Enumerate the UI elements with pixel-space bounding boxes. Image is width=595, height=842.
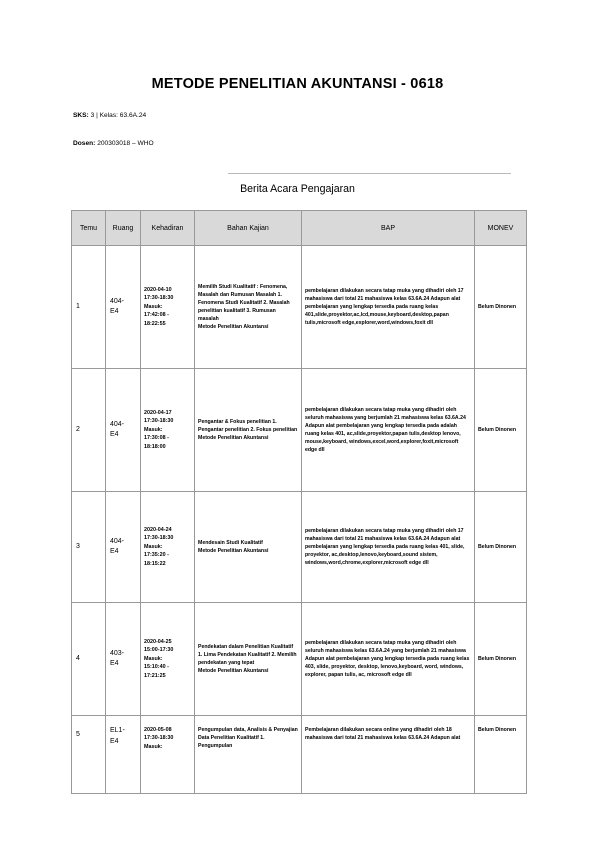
table-header-row: [72, 211, 527, 246]
table-row: [72, 716, 527, 794]
attendance-table: [71, 210, 527, 794]
course-info: [73, 112, 146, 119]
lecturer-info: [73, 140, 154, 147]
cell-ruang: 404- E4: [106, 369, 141, 492]
cell-monev: Belum Dinonen: [475, 492, 527, 603]
cell-bahan-kajian: Mendesain Studi Kualitatif Metode Penelitian Akuntansi: [195, 492, 302, 603]
cell-monev: Belum Dinonen: [475, 603, 527, 716]
cell-ruang: EL1- E4: [106, 716, 141, 794]
table-row: [72, 369, 527, 492]
cell-bap: pembelajaran dilakukan secara tatap muka yang dihadiri oleh 17 mahasiswa dari total 21 mahasiswa kelas 63.6A.24 Adapun alat pembelajaran yang lengkap tersedia pada ruang kelas 401, slide, proyektor, ac,desktop,lenovo,keyboard,sound sistem, windows,word,chrome,explorer,microsoft edge dll: [302, 492, 475, 603]
cell-ruang: 404- E4: [106, 492, 141, 603]
cell-monev: Belum Dinonen: [475, 369, 527, 492]
sks-class-value: 3 | Kelas: 63.6A.24: [90, 112, 147, 119]
cell-ruang: 404- E4: [106, 246, 141, 369]
cell-bap: pembelajaran dilakukan secara tatap muka yang dihadiri oleh 17 mahasiswa dari total 21 mahasiswa kelas 63.6A.24 Adapun alat pembelajaran yang lengkap tersedia pada ruang kelas 401,slide,proyektor,ac,lcd,mouse,keyboard,desktop,papan tulis,microsoft edge,explorer,word,windows,foxit dll: [302, 246, 475, 369]
cell-ruang: 403- E4: [106, 603, 141, 716]
cell-bahan-kajian: Pengumpulan data, Analisis & Penyajian Data Penelitian Kualitatif 1. Pengumpulan: [195, 716, 302, 794]
column-header-monev: MONEV: [475, 211, 527, 246]
section-title: Berita Acara Pengajaran: [240, 183, 355, 195]
table-row: [72, 246, 527, 369]
column-header-kehadiran: Kehadiran: [141, 211, 195, 246]
cell-temu: 3: [72, 492, 106, 603]
cell-kehadiran: 2020-04-24 17:30-18:30 Masuk: 17:35:20 - 18:15:22: [141, 492, 195, 603]
cell-bahan-kajian: Memilih Studi Kualitatif : Fenomena, Masalah dan Rumusan Masalah 1. Fenomena Studi Kualitatif 2. Masalah penelitian kualitatif 3. Rumusan masalah Metode Penelitian Akuntansi: [195, 246, 302, 369]
cell-kehadiran: 2020-05-08 17:30-18:30 Masuk:: [141, 716, 195, 794]
cell-kehadiran: 2020-04-10 17:30-18:30 Masuk: 17:42:08 - 18:22:55: [141, 246, 195, 369]
cell-bahan-kajian: Pendekatan dalam Penelitian Kualitatif 1. Lima Pendekatan Kualitatif 2. Memilih pendekatan yang tepat Metode Penelitian Akuntansi: [195, 603, 302, 716]
document-title: METODE PENELITIAN AKUNTANSI - 0618: [151, 76, 444, 92]
column-header-bap: BAP: [302, 211, 475, 246]
cell-kehadiran: 2020-04-25 15:00-17:30 Masuk: 15:10:40 - 17:21:25: [141, 603, 195, 716]
cell-monev: Belum Dinonen: [475, 716, 527, 794]
column-header-temu: Temu: [72, 211, 106, 246]
table-row: [72, 492, 527, 603]
cell-temu: 5: [72, 716, 106, 794]
dosen-label: Dosen:: [73, 140, 96, 147]
dosen-value: 200303018 – WHO: [97, 140, 154, 147]
cell-bap: Pembelajaran dilakukan secara online yang dihadiri oleh 18 mahasiswa dari total 21 mahasiswa kelas 63.6A.24 Adapun alat: [302, 716, 475, 794]
cell-bap: pembelajaran dilakukan secara tatap muka yang dihadiri oleh seluruh mahasiswa kelas 63.6A.24 yang berjumlah 21 mahasiswa Adapun alat pembelajaran yang lengkap tersedia pada ruang kelas 403, slide, proyektor, desktop, lenovo,keyboard, word, windows, explorer, papan tulis, ac, microsoft edge dll: [302, 603, 475, 716]
cell-bahan-kajian: Pengantar & Fokus penelitian 1. Pengantar penelitian 2. Fokus penelitian Metode Penelitian Akuntansi: [195, 369, 302, 492]
cell-temu: 4: [72, 603, 106, 716]
cell-temu: 1: [72, 246, 106, 369]
cell-monev: Belum Dinonen: [475, 246, 527, 369]
cell-bap: pembelajaran dilakukan secara tatap muka yang dihadiri oleh seluruh mahasiswa yang berjumlah 21 mahasiswa kelas 63.6A.24 Adapun alat pembelajaran yang lengkap tersedia pada adalah ruang kelas 401, ac,slide,proyektor,papan tulis,desktop lenovo, mouse,keyboard, windows,excel,word,explorer,foxit,microsoft edge dll: [302, 369, 475, 492]
column-header-bahan-kajian: Bahan Kajian: [195, 211, 302, 246]
cell-kehadiran: 2020-04-17 17:30-18:30 Masuk: 17:30:08 - 18:18:00: [141, 369, 195, 492]
table-row: [72, 603, 527, 716]
cell-temu: 2: [72, 369, 106, 492]
sks-label: SKS:: [73, 112, 89, 119]
column-header-ruang: Ruang: [106, 211, 141, 246]
section-divider: [228, 173, 511, 174]
